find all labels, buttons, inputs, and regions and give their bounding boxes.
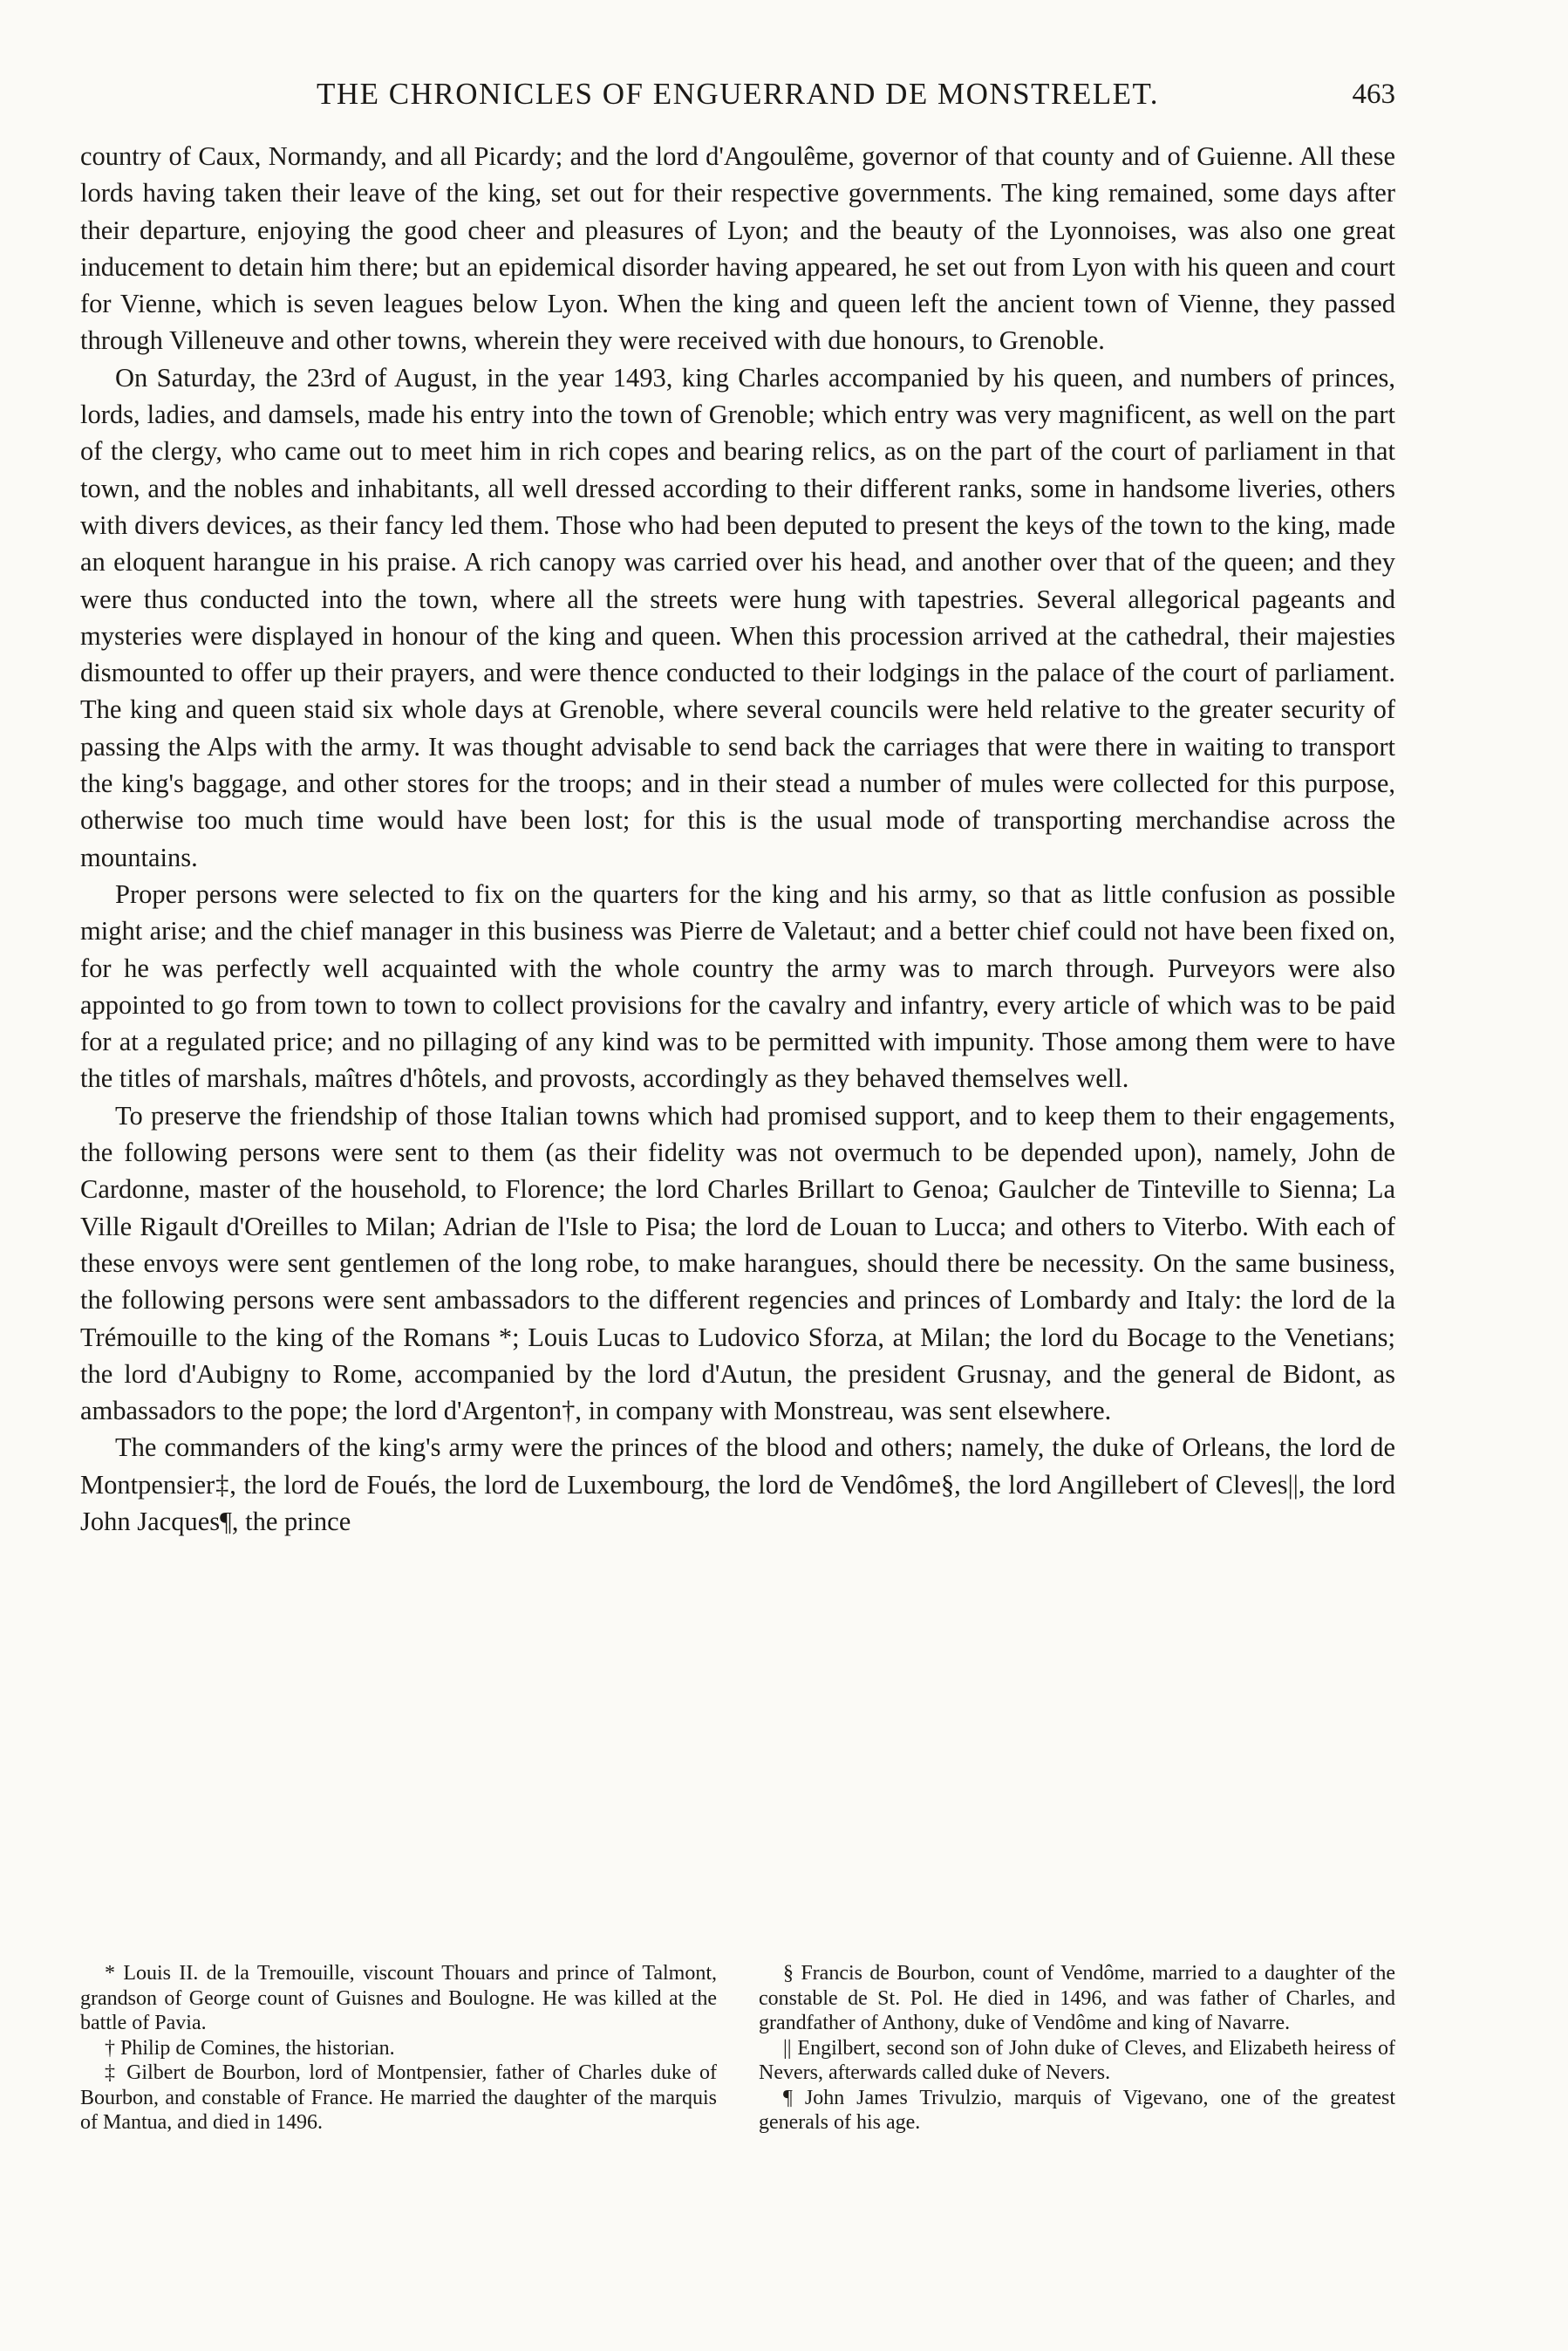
footnotes-left-column <box>80 1961 717 2136</box>
paragraph-5: The commanders of the king's army were the princes of the blood and others; namely, the duke of Orleans, the lord de Montpensier‡, the lord de Foués, the lord de Luxembourg, the lord de Vendôme§, the lord Angillebert of Cleves||, the lord John Jacques¶, the prince <box>80 1432 1395 1536</box>
paragraph-1: country of Caux, Normandy, and all Picardy; and the lord d'Angoulême, governor of that county and of Guienne. All these lords having taken their leave of the king, set out for their respective governments. The king remained, some days after their departure, enjoying the good cheer and pleasures of Lyon; and the beauty of the Lyonnoises, was also one great inducement to detain him there; but an epidemical disorder having appeared, he set out from Lyon with his queen and court for Vienne, which is seven leagues below Lyon. When the king and queen left the ancient town of Vienne, they passed through Villeneuve and other towns, wherein they were received with due honours, to Grenoble. <box>80 141 1395 356</box>
paragraph-3: Proper persons were selected to fix on the quarters for the king and his army, so that as little confusion as possible might arise; and the chief manager in this business was Pierre de Valetaut; and a better chief could not have been fixed on, for he was perfectly well acquainted with the whole country the army was to march through. Purveyors were also appointed to go from town to town to collect provisions for the cavalry and infantry, every article of which was to be paid for at a regulated price; and no pillaging of any kind was to be permitted with impunity. Those among them were to have the titles of marshals, maîtres d'hôtels, and provosts, accordingly as they behaved themselves well. <box>80 878 1395 1094</box>
footnotes-right-column <box>759 1961 1395 2136</box>
footnote-double-dagger: ‡ Gilbert de Bourbon, lord of Montpensier, father of Charles duke of Bourbon, and constable of France. He married the daughter of the marquis of Mantua, and died in 1496. <box>80 2061 717 2134</box>
footnote-asterisk: * Louis II. de la Tremouille, viscount Thouars and prince of Talmont, grandson of George count of Guisnes and Boulogne. He was killed at the battle of Pavia. <box>80 1962 717 2034</box>
footnote-section: § Francis de Bourbon, count of Vendôme, married to a daughter of the constable de St. Pol. He died in 1496, and was father of Charles, and grandfather of Anthony, duke of Vendôme and king of Navarre. <box>759 1962 1395 2034</box>
page-number: 463 <box>1352 79 1395 110</box>
paragraph-4: To preserve the friendship of those Italian towns which had promised support, and to keep them to their engagements, the following persons were sent to them (as their fidelity was not overmuch to be depended upon), namely, John de Cardonne, master of the household, to Florence; the lord Charles Brillart to Genoa; Gaulcher de Tinteville to Sienna; La Ville Rigault d'Oreilles to Milan; Adrian de l'Isle to Pisa; the lord de Louan to Lucca; and others to Viterbo. With each of these envoys were sent gentlemen of the long robe, to make harangues, should there be necessity. On the same business, the following persons were sent ambassadors to the different regencies and princes of Lombardy and Italy: the lord de la Trémouille to the king of the Romans *; Louis Lucas to Ludovico Sforza, at Milan; the lord du Bocage to the Venetians; the lord d'Aubigny to Rome, accompanied by the lord d'Autun, the president Grusnay, and the general de Bidont, as ambassadors to the pope; the lord d'Argenton†, in company with Monstreau, was sent elsewhere. <box>80 1100 1395 1426</box>
footnote-pilcrow: ¶ John James Trivulzio, marquis of Vigevano, one of the greatest generals of his age. <box>759 2086 1395 2134</box>
footnote-parallel: || Engilbert, second son of John duke of Cleves, and Elizabeth heiress of Nevers, afterwards called duke of Nevers. <box>759 2036 1395 2084</box>
footnote-dagger: † Philip de Comines, the historian. <box>105 2036 395 2060</box>
paragraph-2: On Saturday, the 23rd of August, in the year 1493, king Charles accompanied by his queen, and numbers of princes, lords, ladies, and damsels, made his entry into the town of Grenoble; which entry was very magnificent, as well on the part of the clergy, who came out to meet him in rich copes and bearing relics, as on the part of the court of parliament in that town, and the nobles and inhabitants, all well dressed according to their different ranks, some in handsome liveries, others with divers devices, as their fancy led them. Those who had been deputed to present the keys of the town to the king, made an eloquent harangue in his praise. A rich canopy was carried over his head, and another over that of the queen; and they were thus conducted into the town, where all the streets were hung with tapestries. Several allegorical pageants and mysteries were displayed in honour of the king and queen. When this procession arrived at the cathedral, their majesties dismounted to offer up their prayers, and were thence conducted to their lodgings in the palace of the court of parliament. The king and queen staid six whole days at Grenoble, where several councils were held relative to the greater security of passing the Alps with the army. It was thought advisable to send back the carriages that were there in waiting to transport the king's baggage, and other stores for the troops; and in their stead a number of mules were collected for this purpose, otherwise too much time would have been lost; for this is the usual mode of transporting merchandise across the mountains. <box>80 362 1395 872</box>
main-text <box>80 138 1395 1540</box>
footnotes <box>80 1961 1395 2136</box>
running-head <box>80 77 1395 115</box>
running-title: THE CHRONICLES OF ENGUERRAND DE MONSTRELET. <box>316 77 1160 111</box>
